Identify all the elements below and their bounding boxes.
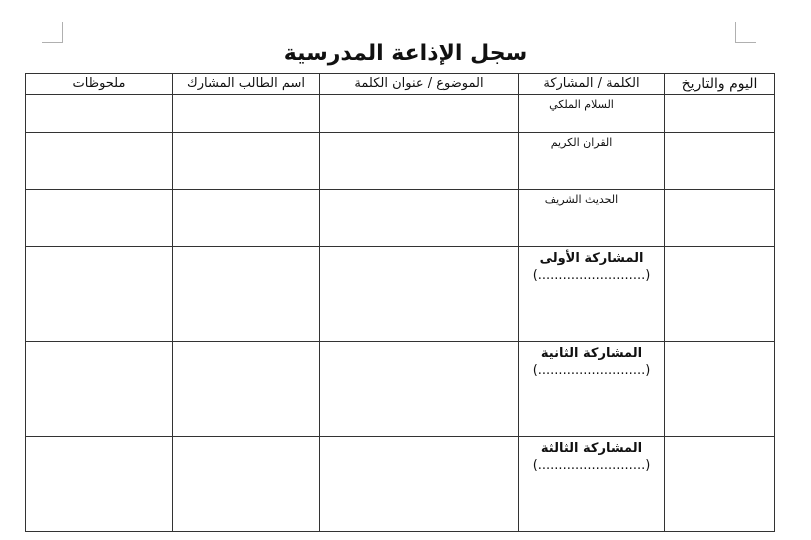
radio-log-table (25, 73, 775, 532)
participation-cell (519, 247, 665, 342)
header-student-name: اسم الطالب المشارك (173, 74, 320, 95)
table-row-royal-anthem (26, 95, 775, 133)
header-notes: ملحوظات (26, 74, 173, 95)
participation-cell (519, 190, 665, 247)
participation-label: المشاركة الأولى (539, 251, 644, 266)
table-header-row (26, 74, 775, 95)
notes-cell[interactable] (26, 190, 173, 247)
participation-blank[interactable]: (..........................) (532, 458, 651, 473)
notes-cell[interactable] (26, 437, 173, 532)
document-title: سجل الإذاعة المدرسية (283, 41, 528, 66)
topic-cell[interactable] (320, 133, 519, 190)
table-row-second-participation (26, 342, 775, 437)
participation-blank[interactable]: (..........................) (532, 268, 651, 283)
topic-cell[interactable] (320, 437, 519, 532)
table-row-hadith (26, 190, 775, 247)
participation-label: الحديث الشريف (544, 193, 619, 206)
topic-cell[interactable] (320, 95, 519, 133)
notes-cell[interactable] (26, 247, 173, 342)
header-topic-title: الموضوع / عنوان الكلمة (320, 74, 519, 95)
day-date-cell[interactable] (665, 95, 775, 133)
participation-cell (519, 342, 665, 437)
day-date-cell[interactable] (665, 437, 775, 532)
participation-cell (519, 133, 665, 190)
table-row-third-participation (26, 437, 775, 532)
header-word-participation: الكلمة / المشاركة (519, 74, 665, 95)
topic-cell[interactable] (320, 342, 519, 437)
header-day-date: اليوم والتاريخ (665, 74, 775, 95)
student-name-cell[interactable] (173, 95, 320, 133)
notes-cell[interactable] (26, 133, 173, 190)
participation-label: المشاركة الثالثة (540, 441, 643, 456)
day-date-cell[interactable] (665, 190, 775, 247)
student-name-cell[interactable] (173, 133, 320, 190)
notes-cell[interactable] (26, 342, 173, 437)
day-date-cell[interactable] (665, 247, 775, 342)
participation-cell (519, 437, 665, 532)
topic-cell[interactable] (320, 247, 519, 342)
notes-cell[interactable] (26, 95, 173, 133)
participation-cell (519, 95, 665, 133)
table-row-first-participation (26, 247, 775, 342)
participation-label: السلام الملكي (549, 98, 614, 111)
student-name-cell[interactable] (173, 437, 320, 532)
day-date-cell[interactable] (665, 133, 775, 190)
participation-label: القران الكريم (550, 136, 613, 149)
participation-label: المشاركة الثانية (540, 346, 643, 361)
table-row-quran (26, 133, 775, 190)
student-name-cell[interactable] (173, 342, 320, 437)
participation-blank[interactable]: (..........................) (532, 363, 651, 378)
day-date-cell[interactable] (665, 342, 775, 437)
topic-cell[interactable] (320, 190, 519, 247)
student-name-cell[interactable] (173, 247, 320, 342)
student-name-cell[interactable] (173, 190, 320, 247)
